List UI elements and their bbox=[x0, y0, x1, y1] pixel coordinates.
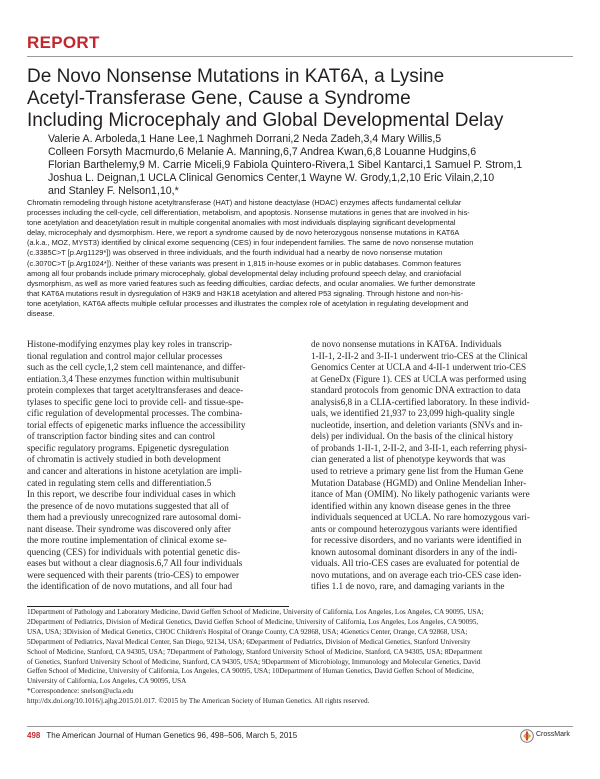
body-line: de novo nonsense mutations in KAT6A. Individuals bbox=[311, 339, 502, 349]
abstract-line: among all four probands include primary microcephaly, global developmental delay including profound speech delay, and craniofacial bbox=[27, 268, 461, 278]
body-line: protein complexes that target acetyltransferases and deace- bbox=[27, 385, 244, 396]
author-list bbox=[48, 133, 568, 198]
footnote-line: 5Department of Pediatrics, Naval Medical Center, San Diego, 92134, USA; 6Department of Pediatrics, Division of Medical Genetics, Stanford University bbox=[27, 637, 471, 646]
footnote-line: School of Medicine, Stanford, CA 94305, USA; 7Department of Pathology, Stanford University School of Medicine, Stanford, CA 94305, USA; 8Department bbox=[27, 647, 483, 656]
body-line: Mutation Database (HGMD) and Online Mendelian Inher- bbox=[311, 477, 527, 488]
abstract-line: tone acetylation and deacetylation result in multiple congenital anomalies with most individuals displaying significant developmental bbox=[27, 218, 456, 228]
body-line: Histone-modifying enzymes play key roles in transcrip- bbox=[27, 339, 233, 349]
body-line: the more routine implementation of clinical exome se- bbox=[27, 535, 227, 546]
body-line: for recessive disorders, and no variants were identified in bbox=[311, 535, 522, 546]
body-line: quencing (CES) for individuals with potential genetic dis- bbox=[27, 546, 241, 557]
body-line: viduals. All trio-CES cases are evaluated for potential de bbox=[311, 558, 520, 569]
body-line: eases but without a clear diagnosis.6,7 All four individuals bbox=[27, 558, 243, 569]
body-line: ants or compound heterozygous variants were identified bbox=[311, 523, 518, 534]
footnote-line: 1Department of Pathology and Laboratory Medicine, David Geffen School of Medicine, University of California, Los Angeles, Los Angeles, CA 90095, USA; bbox=[27, 608, 484, 616]
body-line: at GeneDx (Figure 1). CES at UCLA was performed using bbox=[311, 373, 527, 384]
body-line: tylases to specific gene loci to provide cell- and tissue-spe- bbox=[27, 396, 244, 407]
body-line: them had a previously unrecognized rare autosomal domi- bbox=[27, 512, 242, 523]
author-line: Florian Barthelemy,9 M. Carrie Miceli,9 Fabiola Quintero-Rivera,1 Sibel Kantarci,1 Samuel P. Strom,1 bbox=[48, 159, 523, 171]
body-line: dels) per individual. On the basis of the clinical history bbox=[311, 431, 514, 442]
header-rule bbox=[27, 56, 573, 57]
footnotes bbox=[27, 608, 573, 707]
footnote-line: Geffen School of Medicine, University of California, Los Angeles, CA 90095, USA; 10Department of Human Genetics, David Geffen School of Medicine, bbox=[27, 667, 474, 676]
section-label: REPORT bbox=[27, 33, 100, 52]
abstract-line: (c.3385C>T [p.Arg1129*]) was observed in three individuals, and the fourth individual had a nearby de novo nonsense mutation bbox=[27, 248, 443, 258]
footnote-line: 2Department of Pediatrics, Division of Medical Genetics, David Geffen School of Medicine, University of California, Los Angeles, Los Angeles, CA 90095, bbox=[27, 617, 479, 626]
body-line: analysis6,8 in a CLIA-certified laboratory. In these individ- bbox=[311, 396, 530, 407]
body-line: individuals sequenced at UCLA. No rare homozygous vari- bbox=[311, 512, 530, 523]
body-column-right bbox=[311, 339, 573, 593]
abstract-line: that KAT6A mutations result in dysregulation of H3K9 and H3K18 acetylation and altered P53 signaling. Through histone and non-his- bbox=[27, 288, 464, 298]
abstract-line: (a.k.a., MOZ, MYST3) identified by clinical exome sequencing (CES) in four independent families. The same de novo nonsense mutation bbox=[27, 238, 474, 248]
author-line: Joshua L. Deignan,1 UCLA Clinical Genomics Center,1 Wayne W. Grody,1,2,10 Eric Vilain,2,10 bbox=[48, 172, 495, 184]
author-line: and Stanley F. Nelson1,10,* bbox=[48, 185, 179, 197]
body-line: In this report, we describe four individual cases in which bbox=[27, 489, 236, 500]
body-line: known autosomal dominant disorders in any of the indi- bbox=[311, 546, 518, 557]
body-line: cated in regulating stem cells and differentiation.5 bbox=[27, 477, 212, 488]
crossmark-label: CrossMark bbox=[536, 731, 570, 738]
page-footer bbox=[27, 731, 297, 740]
body-line: Genomics Center at UCLA and 4-II-1 underwent trio-CES bbox=[311, 362, 527, 373]
footnote-line: *Correspondence: snelson@ucla.edu bbox=[27, 687, 134, 696]
footnote-line: University of California, Los Angeles, CA 90095, USA bbox=[27, 677, 187, 686]
page-number: 498 bbox=[27, 731, 41, 740]
abstract-line: Chromatin remodeling through histone acetyltransferase (HAT) and histone deactylase (HDAC) enzymes affects fundamental cellular bbox=[27, 198, 462, 207]
body-line: identified within any known disease genes in the three bbox=[311, 500, 511, 511]
author-line: Colleen Forsyth Macmurdo,6 Melanie A. Manning,6,7 Andrea Kwan,6,8 Louanne Hudgins,6 bbox=[48, 146, 477, 158]
footnote-line: USA, USA; 3Division of Medical Genetics, CHOC Children's Hospital of Orange County, CA 92868, USA; 4Genetics Center, Orange, CA 92868, USA; bbox=[27, 627, 468, 636]
body-line: nant disease. Their syndrome was discovered only after bbox=[27, 523, 231, 534]
body-line: 1-II-1, 2-II-2 and 3-II-1 underwent trio-CES at the Clinical bbox=[311, 350, 528, 361]
abstract-line: disease. bbox=[27, 309, 55, 319]
body-line: the identification of de novo mutations, and all four had bbox=[27, 581, 233, 592]
body-line: tifies 1.1 de novo, rare, and damaging variants in the bbox=[311, 581, 505, 592]
body-column-left bbox=[27, 339, 289, 593]
body-line: tional regulation and control major cellular processes bbox=[27, 350, 223, 361]
body-line: itance of Man (OMIM). No likely pathogenic variants were bbox=[311, 489, 530, 500]
body-line: of transcription factor binding sites and can control bbox=[27, 431, 216, 442]
body-line: specific regulatory programs. Epigenetic dysregulation bbox=[27, 442, 229, 453]
body-line: nucleotide, insertion, and deletion variants (SNVs and in- bbox=[311, 419, 523, 430]
abstract-line: (c.3070C>T [p.Arg1024*]). Neither of these variants was present in 1,815 in-house exomes or in public databases. Common features bbox=[27, 258, 461, 268]
body-line: entiation.3,4 These enzymes function within multisubunit bbox=[27, 373, 239, 384]
body-line: used to retrieve a primary gene list from the Human Gene bbox=[311, 466, 524, 477]
title-line: De Novo Nonsense Mutations in KAT6A, a Lysine bbox=[27, 66, 445, 87]
body-line: novo mutations, and on average each trio-CES case iden- bbox=[311, 569, 522, 580]
crossmark-badge[interactable] bbox=[520, 729, 574, 743]
body-line: torial effects of epigenetic marks influence the accessibility bbox=[27, 419, 246, 430]
title-line: Including Microcephaly and Global Developmental Delay bbox=[27, 110, 504, 131]
body-line: standard protocols from genomic DNA extraction to data bbox=[311, 385, 521, 396]
title-line: Acetyl-Transferase Gene, Cause a Syndrome bbox=[27, 88, 411, 109]
journal-citation: The American Journal of Human Genetics 96, 498–506, March 5, 2015 bbox=[46, 731, 298, 740]
abstract-line: tone acetylation, KAT6A affects multiple cellular processes and illustrates the complex role of acetylation in regulating development and bbox=[27, 298, 469, 308]
body-line: of chromatin is actively studied in both development bbox=[27, 454, 221, 465]
body-line: cific regulation of developmental processes. The combina- bbox=[27, 408, 243, 419]
body-line: uals, we identified 21,937 to 23,099 high-quality single bbox=[311, 408, 515, 419]
body-line: the presence of de novo mutations suggested that all of bbox=[27, 500, 229, 511]
article-title bbox=[27, 66, 547, 132]
footnote-line: http://dx.doi.org/10.1016/j.ajhg.2015.01.017. ©2015 by The American Society of Human Genetics. All rights reserved. bbox=[27, 697, 370, 706]
body-line: of probands 1-II-1, 2-II-2, and 3-II-1, each referring physi- bbox=[311, 442, 528, 453]
body-line: and cancer and alterations in histone acetylation are impli- bbox=[27, 466, 242, 477]
body-line: cian generated a list of phenotype keywords that was bbox=[311, 454, 506, 465]
author-line: Valerie A. Arboleda,1 Hane Lee,1 Naghmeh Dorrani,2 Neda Zadeh,3,4 Mary Willis,5 bbox=[48, 133, 442, 145]
abstract bbox=[27, 198, 573, 319]
crossmark-icon bbox=[520, 729, 534, 743]
abstract-line: dysmorphism, as well as more varied features such as feeding difficulties, cardiac defects, and ocular anomalies. We further demonstrate bbox=[27, 278, 476, 288]
footnote-rule bbox=[27, 606, 289, 607]
footnote-line: of Genetics, Stanford University School of Medicine, Stanford, CA 94305, USA; 9Department of Microbiology, Immunology and Molecular Genetics, David bbox=[27, 657, 481, 666]
body-line: were sequenced with their parents (trio-CES) to empower bbox=[27, 569, 240, 580]
abstract-line: delay, microcephaly and dysmorphism. Here, we report a syndrome caused by de novo heterozygous nonsense mutations in KAT6A bbox=[27, 228, 460, 238]
body-line: such as the cell cycle,1,2 stem cell maintenance, and differ- bbox=[27, 362, 246, 373]
footer-rule bbox=[27, 726, 573, 727]
abstract-line: processes including the cell-cycle, cell differentiation, metabolism, and apoptosis. Nonsense mutations in genes that are involved in his- bbox=[27, 208, 470, 218]
